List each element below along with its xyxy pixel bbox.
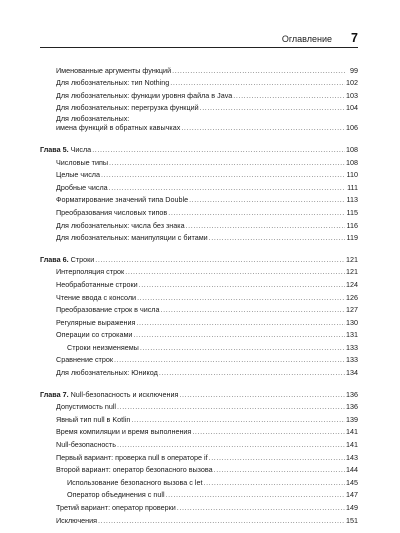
toc-entry [40, 112, 358, 132]
toc-entry [40, 230, 358, 243]
dot-leader [189, 195, 345, 204]
toc-entry [40, 487, 358, 500]
toc-entry-label: Для любознательных: перегрузка функций [56, 103, 199, 113]
toc-entry-line: Для любознательных: [56, 114, 130, 124]
table-of-contents [40, 62, 358, 525]
toc-page-number: 102 [346, 78, 358, 88]
toc-entry [40, 204, 358, 217]
toc-entry-label: Преобразование строк в числа [56, 305, 160, 315]
toc-entry-label: Форматирование значений типа Double [56, 195, 189, 205]
toc-entry [40, 364, 358, 377]
dot-leader [109, 158, 345, 167]
toc-page-number: 108 [346, 157, 358, 167]
toc-entry-label: Преобразования числовых типов [56, 207, 168, 217]
toc-entry-label: Целые числа [56, 170, 100, 180]
dot-leader [186, 221, 345, 230]
toc-entry-label: Оператор объединения с null [67, 490, 165, 500]
toc-page-number: 113 [346, 195, 358, 205]
toc-entry [40, 339, 358, 352]
toc-chapter [40, 386, 358, 399]
toc-entry [40, 154, 358, 167]
toc-entry-label [40, 390, 178, 399]
toc-entry [40, 436, 358, 449]
toc-entry [40, 167, 358, 180]
toc-page-number: 136 [346, 402, 358, 412]
toc-page-number: 108 [346, 144, 358, 154]
toc-entry [40, 474, 358, 487]
toc-entry [40, 411, 358, 424]
chapter-number: Глава 7. [40, 389, 69, 399]
toc-entry-label: Сравнение строк [56, 355, 113, 365]
dot-leader [159, 368, 345, 377]
toc-entry-label: Операции со строками [56, 330, 133, 340]
toc-entry [40, 424, 358, 437]
dot-leader [139, 280, 345, 289]
toc-page-number: 106 [346, 123, 358, 133]
toc-page-number: 127 [346, 305, 358, 315]
toc-page-number: 141 [346, 440, 358, 450]
toc-page-number: 139 [346, 414, 358, 424]
toc-page-number: 145 [346, 477, 358, 487]
toc-entry-label: Чтение ввода с консоли [56, 292, 137, 302]
toc-entry-label: Именованные аргументы функций [56, 65, 172, 75]
dot-leader [203, 478, 345, 487]
toc-entry [40, 100, 358, 113]
dot-leader [168, 208, 345, 217]
page-header [40, 0, 358, 46]
dot-leader [95, 255, 345, 264]
toc-entry-label: Интерполяция строк [56, 267, 125, 277]
toc-page-number: 116 [346, 220, 358, 230]
toc-entry [40, 217, 358, 230]
dot-leader [177, 503, 345, 512]
chapter-number: Глава 5. [40, 144, 69, 154]
toc-page-number: 133 [346, 355, 358, 365]
toc-entry-label: Числовые типы [56, 157, 109, 167]
toc-entry [40, 62, 358, 75]
toc-entry-label: Регулярные выражения [56, 317, 136, 327]
toc-page-number: 141 [346, 427, 358, 437]
dot-leader [92, 145, 345, 154]
toc-page-number: 126 [346, 292, 358, 302]
toc-entry-label: Для любознательных: манипуляции с битами [56, 233, 208, 243]
toc-page-number: 121 [346, 267, 358, 277]
toc-entry [40, 449, 358, 462]
dot-leader [209, 233, 345, 242]
dot-leader [170, 78, 345, 87]
dot-leader [133, 330, 345, 339]
dot-leader [200, 103, 345, 112]
toc-entry [40, 179, 358, 192]
toc-entry [40, 327, 358, 340]
toc-page-number: 110 [346, 170, 358, 180]
dot-leader [192, 427, 345, 436]
toc-page-number: 103 [346, 90, 358, 100]
toc-page-number: 115 [346, 207, 358, 217]
toc-entry-label: Null-безопасность [56, 440, 116, 450]
running-title: Оглавление [281, 34, 332, 44]
toc-page-number: 124 [346, 279, 358, 289]
toc-page-number: 136 [346, 389, 358, 399]
dot-leader [109, 183, 345, 192]
dot-leader [179, 390, 345, 399]
toc-entry [40, 192, 358, 205]
dot-leader [166, 490, 345, 499]
toc-entry [40, 314, 358, 327]
toc-entry [40, 264, 358, 277]
toc-entry-label: Третий вариант: оператор проверки [56, 503, 176, 512]
dot-leader [117, 402, 345, 411]
toc-page-number: 151 [346, 515, 358, 525]
toc-entry-label: Второй вариант: оператор безопасного вызова [56, 465, 213, 475]
toc-entry [40, 302, 358, 315]
dot-leader [125, 267, 345, 276]
toc-page-number: 121 [346, 254, 358, 264]
toc-entry-label: Первый вариант: проверка null в операторе if [56, 452, 208, 462]
toc-entry-label [40, 255, 94, 264]
toc-chapter [40, 251, 358, 264]
dot-leader [161, 305, 346, 314]
toc-page-number: 99 [350, 65, 358, 75]
toc-entry-label: Для любознательных: тип Nothing [56, 78, 170, 88]
chapter-title: Строки [68, 254, 95, 264]
section-gap [40, 242, 358, 251]
toc-entry [40, 75, 358, 88]
toc-entry-label: Допустимость null [56, 402, 117, 412]
header-rule [40, 47, 358, 48]
toc-entry-label: Дробные числа [56, 182, 108, 192]
dot-leader [172, 66, 345, 75]
dot-leader [233, 91, 345, 100]
toc-entry [40, 87, 358, 100]
toc-entry-label: Строки неизменяемы [67, 342, 139, 352]
toc-page-number: 131 [346, 330, 358, 340]
toc-entry [40, 499, 358, 512]
toc-entry-label: Исключения [56, 515, 98, 525]
dot-leader [98, 516, 345, 525]
toc-page-number: 130 [346, 317, 358, 327]
toc-page-number: 133 [346, 342, 358, 352]
toc-page-number: 143 [346, 452, 358, 462]
dot-leader [114, 355, 345, 364]
toc-entry-label: Время компиляции и время выполнения [56, 427, 192, 437]
toc-entry [40, 276, 358, 289]
toc-entry-label [56, 114, 180, 132]
toc-chapter [40, 141, 358, 154]
dot-leader [209, 453, 345, 462]
toc-entry-label: Для любознательных: Юникод [56, 368, 158, 378]
dot-leader [101, 170, 345, 179]
toc-page-number: 134 [346, 368, 358, 378]
toc-entry [40, 512, 358, 525]
dot-leader [137, 293, 345, 302]
toc-page-number: 111 [347, 182, 358, 192]
dot-leader [136, 318, 345, 327]
toc-entry-label: Для любознательных: функции уровня файла в Java [56, 90, 233, 100]
toc-entry-line: имена функций в обратных кавычках [56, 123, 181, 133]
toc-page-number: 119 [346, 233, 358, 243]
dot-leader [140, 343, 345, 352]
toc-page-number: 147 [346, 490, 358, 500]
dot-leader [117, 440, 345, 449]
toc-entry-label: Использование безопасного вызова с let [67, 477, 203, 487]
toc-page-number: 144 [346, 465, 358, 475]
toc-entry [40, 399, 358, 412]
toc-entry [40, 352, 358, 365]
chapter-title: Числа [68, 144, 92, 154]
toc-entry [40, 462, 358, 475]
section-gap [40, 377, 358, 386]
chapter-number: Глава 6. [40, 254, 69, 264]
toc-entry-label: Для любознательных: числа без знака [56, 220, 185, 230]
toc-entry [40, 289, 358, 302]
page-number: 7 [351, 31, 358, 45]
toc-entry-label: Необработанные строки [56, 279, 138, 289]
section-gap [40, 132, 358, 141]
toc-entry-label [40, 145, 91, 154]
toc-page-number: 104 [346, 103, 358, 113]
toc-entry-label: Явный тип null в Kotlin [56, 414, 131, 424]
toc-page-number: 149 [346, 503, 358, 512]
chapter-title: Null-безопасность и исключения [68, 389, 179, 399]
dot-leader [181, 123, 345, 132]
dot-leader [131, 415, 345, 424]
dot-leader [214, 465, 345, 474]
